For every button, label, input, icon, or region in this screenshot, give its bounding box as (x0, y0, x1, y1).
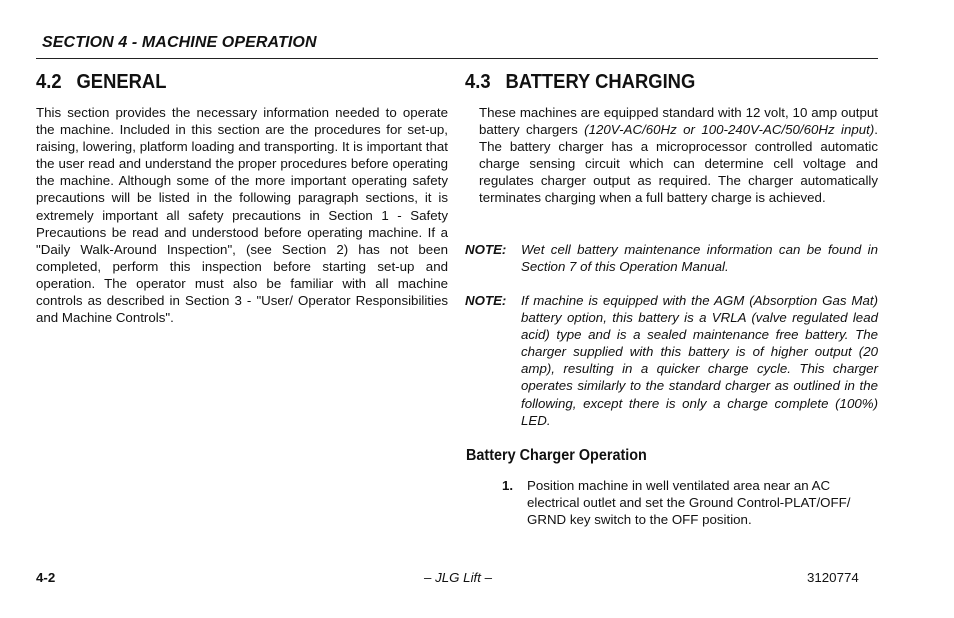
note-text: If machine is equipped with the AGM (Absorption Gas Mat) battery option, this battery is a VRLA (valve regulated lead acid) type and is a sealed maintenance free battery. The charger supplied with this battery is of higher output (20 amp), resulting in a quicker charge cycle. This charger operates similarly to the standard charger as outlined in the following, except there is only a charge complete (100%) LED. (521, 293, 878, 428)
general-number: 4.2 (36, 71, 62, 93)
general-section (36, 104, 448, 326)
battery-title: BATTERY CHARGING (505, 71, 696, 93)
battery-number: 4.3 (465, 71, 491, 93)
battery-heading (465, 71, 695, 94)
note-label: NOTE: (465, 242, 507, 257)
battery-intro-part2: . The battery charger has a microprocessor controlled automatic charge sensing circuit which can determine cell voltage and regulates charger output as required. The charger automatically terminates charging when a full battery charge is achieved. (479, 122, 878, 206)
battery-intro-part1: These machines are equipped standard with 12 volt, 10 amp output battery chargers (479, 105, 878, 138)
section-title: SECTION 4 - MACHINE OPERATION (42, 34, 317, 51)
note-agm (465, 292, 878, 429)
general-title: GENERAL (76, 71, 167, 93)
general-heading (36, 71, 166, 94)
document-number: 3120774 (807, 570, 859, 585)
note-label: NOTE: (465, 293, 507, 308)
step-item (502, 477, 878, 528)
header-divider (36, 58, 878, 59)
general-body: This section provides the necessary information needed to operate the machine. Included in this section are the procedures for set-up, raising, lowering, platform loading and transporting. It is important that the user read and understand the proper procedures before operating the machine. Although some of the more important operating safety precautions will be listed in the following paragraph sections, it is extremely important all safety precautions in Section 1 - Safety Precautions be read and understood before operating machine. If a "Daily Walk-Around Inspection", (see Section 2) has not been completed, perform this inspection before starting set-up and operation. The operator must also be familiar with all machine controls as described in Section 3 - "User/ Operator Responsibilities and Machine Controls". (36, 105, 448, 326)
charger-operation-heading: Battery Charger Operation (466, 447, 647, 464)
battery-section (479, 104, 878, 207)
note-wet-cell (465, 241, 878, 275)
step-number: 1. (502, 478, 514, 493)
page-number: 4-2 (36, 570, 56, 585)
battery-intro-voltage: (120V-AC/60Hz or 100-240V-AC/50/60Hz input) (584, 122, 875, 138)
note-text: Wet cell battery maintenance information can be found in Section 7 of this Operation Manual. (521, 242, 878, 275)
battery-intro (479, 104, 878, 207)
footer-center: – JLG Lift – (424, 570, 492, 585)
step-text: Position machine in well ventilated area near an AC electrical outlet and set the Ground Control-PLAT/OFF/ GRND key switch to the OFF position. (527, 478, 851, 528)
